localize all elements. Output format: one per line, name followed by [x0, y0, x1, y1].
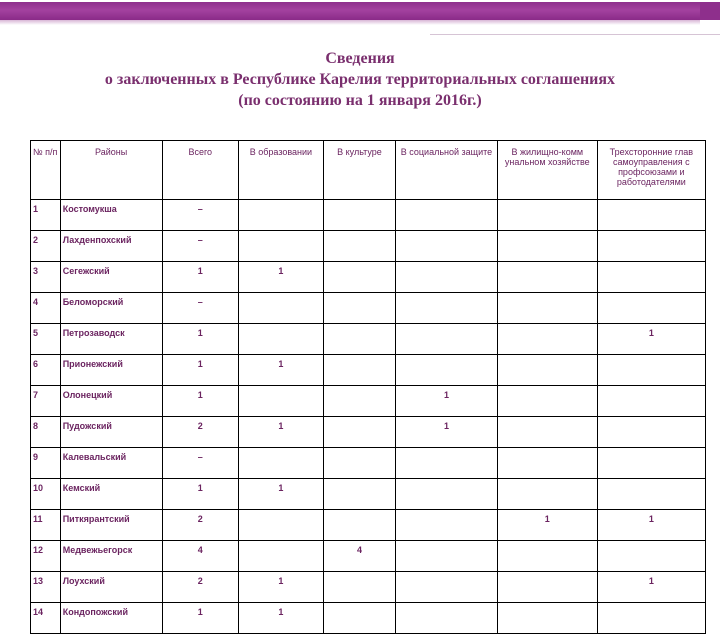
row-number-cell: 12: [31, 541, 61, 572]
value-cell: [396, 324, 498, 355]
value-cell: 1: [238, 262, 323, 293]
value-cell: [597, 293, 705, 324]
value-cell: [597, 386, 705, 417]
value-cell: [497, 262, 597, 293]
value-cell: 1: [238, 355, 323, 386]
value-cell: [238, 541, 323, 572]
value-cell: [396, 231, 498, 262]
table-row: [31, 541, 706, 572]
value-cell: 1: [597, 572, 705, 603]
value-cell: [323, 603, 395, 634]
row-number-cell: 9: [31, 448, 61, 479]
district-cell: Беломорский: [60, 293, 162, 324]
district-cell: Петрозаводск: [60, 324, 162, 355]
value-cell: 1: [597, 510, 705, 541]
value-cell: [396, 448, 498, 479]
value-cell: [597, 541, 705, 572]
table-row: [31, 293, 706, 324]
value-cell: [323, 572, 395, 603]
value-cell: [238, 200, 323, 231]
value-cell: [396, 510, 498, 541]
value-cell: [396, 603, 498, 634]
value-cell: [396, 479, 498, 510]
column-header: В образовании: [238, 141, 323, 200]
value-cell: [323, 262, 395, 293]
row-number-cell: 5: [31, 324, 61, 355]
agreements-table: [30, 140, 706, 634]
header-band: [0, 0, 720, 28]
row-number-cell: 4: [31, 293, 61, 324]
value-cell: [497, 355, 597, 386]
district-cell: Костомукша: [60, 200, 162, 231]
row-number-cell: 6: [31, 355, 61, 386]
value-cell: [396, 293, 498, 324]
page-title: [0, 48, 720, 111]
table-row: [31, 448, 706, 479]
value-cell: [396, 572, 498, 603]
value-cell: [238, 293, 323, 324]
value-cell: [238, 448, 323, 479]
table-row: [31, 572, 706, 603]
value-cell: –: [162, 231, 238, 262]
value-cell: [497, 448, 597, 479]
value-cell: [323, 479, 395, 510]
district-cell: Пудожский: [60, 417, 162, 448]
value-cell: [323, 324, 395, 355]
value-cell: [597, 231, 705, 262]
value-cell: [497, 479, 597, 510]
value-cell: [238, 510, 323, 541]
value-cell: [238, 386, 323, 417]
value-cell: [497, 417, 597, 448]
value-cell: [497, 200, 597, 231]
value-cell: [323, 386, 395, 417]
value-cell: [323, 448, 395, 479]
column-header: Районы: [60, 141, 162, 200]
value-cell: 1: [238, 417, 323, 448]
row-number-cell: 1: [31, 200, 61, 231]
value-cell: [396, 541, 498, 572]
value-cell: [497, 603, 597, 634]
value-cell: 2: [162, 417, 238, 448]
agreements-table-container: [30, 140, 710, 634]
row-number-cell: 8: [31, 417, 61, 448]
header-band-end: [700, 2, 720, 20]
value-cell: 1: [162, 355, 238, 386]
value-cell: [597, 603, 705, 634]
table-row: [31, 324, 706, 355]
title-line-3: (по состоянию на 1 января 2016г.): [238, 92, 482, 109]
value-cell: 1: [396, 417, 498, 448]
table-header-row: [31, 141, 706, 200]
table-row: [31, 200, 706, 231]
value-cell: 1: [238, 572, 323, 603]
header-rule: [430, 34, 720, 35]
value-cell: –: [162, 448, 238, 479]
value-cell: 1: [162, 324, 238, 355]
table-row: [31, 510, 706, 541]
table-row: [31, 262, 706, 293]
value-cell: [323, 231, 395, 262]
header-band-bar: [0, 2, 700, 20]
value-cell: [238, 231, 323, 262]
table-row: [31, 479, 706, 510]
value-cell: [396, 262, 498, 293]
header-band-shadow: [0, 20, 700, 25]
value-cell: 2: [162, 572, 238, 603]
value-cell: [597, 479, 705, 510]
value-cell: [497, 572, 597, 603]
value-cell: 1: [497, 510, 597, 541]
table-row: [31, 417, 706, 448]
district-cell: Прионежский: [60, 355, 162, 386]
row-number-cell: 3: [31, 262, 61, 293]
row-number-cell: 2: [31, 231, 61, 262]
value-cell: [238, 324, 323, 355]
value-cell: [497, 231, 597, 262]
row-number-cell: 13: [31, 572, 61, 603]
value-cell: [597, 200, 705, 231]
value-cell: [597, 355, 705, 386]
column-header: В социальной защите: [396, 141, 498, 200]
value-cell: 1: [162, 479, 238, 510]
value-cell: 2: [162, 510, 238, 541]
district-cell: Сегежский: [60, 262, 162, 293]
value-cell: [497, 293, 597, 324]
column-header: В культуре: [323, 141, 395, 200]
value-cell: [597, 448, 705, 479]
title-line-2: о заключенных в Республике Карелия территориальных соглашениях: [104, 71, 616, 88]
table-row: [31, 231, 706, 262]
value-cell: [396, 200, 498, 231]
value-cell: 1: [162, 262, 238, 293]
district-cell: Кондопожский: [60, 603, 162, 634]
value-cell: [323, 200, 395, 231]
value-cell: [497, 324, 597, 355]
column-header: Трехсторонние глав самоуправления с профсоюзами и работодателями: [597, 141, 705, 200]
value-cell: [597, 262, 705, 293]
row-number-cell: 7: [31, 386, 61, 417]
district-cell: Кемский: [60, 479, 162, 510]
district-cell: Калевальский: [60, 448, 162, 479]
value-cell: 1: [396, 386, 498, 417]
table-row: [31, 603, 706, 634]
title-line-1: Сведения: [325, 50, 395, 67]
value-cell: –: [162, 200, 238, 231]
value-cell: 4: [162, 541, 238, 572]
row-number-cell: 14: [31, 603, 61, 634]
column-header: В жилищно-комм унальном хозяйстве: [497, 141, 597, 200]
value-cell: 1: [162, 603, 238, 634]
district-cell: Медвежьегорск: [60, 541, 162, 572]
value-cell: [323, 293, 395, 324]
value-cell: –: [162, 293, 238, 324]
table-row: [31, 386, 706, 417]
district-cell: Олонецкий: [60, 386, 162, 417]
column-header: Всего: [162, 141, 238, 200]
value-cell: 1: [597, 324, 705, 355]
row-number-cell: 11: [31, 510, 61, 541]
district-cell: Питкярантский: [60, 510, 162, 541]
value-cell: 4: [323, 541, 395, 572]
value-cell: 1: [162, 386, 238, 417]
value-cell: 1: [238, 603, 323, 634]
table-row: [31, 355, 706, 386]
table-body: [31, 200, 706, 634]
value-cell: [323, 417, 395, 448]
value-cell: [323, 355, 395, 386]
value-cell: [323, 510, 395, 541]
row-number-cell: 10: [31, 479, 61, 510]
value-cell: [597, 417, 705, 448]
district-cell: Лахденпохский: [60, 231, 162, 262]
district-cell: Лоухский: [60, 572, 162, 603]
value-cell: [497, 386, 597, 417]
value-cell: 1: [238, 479, 323, 510]
value-cell: [497, 541, 597, 572]
value-cell: [396, 355, 498, 386]
column-header: № п/п: [31, 141, 61, 200]
